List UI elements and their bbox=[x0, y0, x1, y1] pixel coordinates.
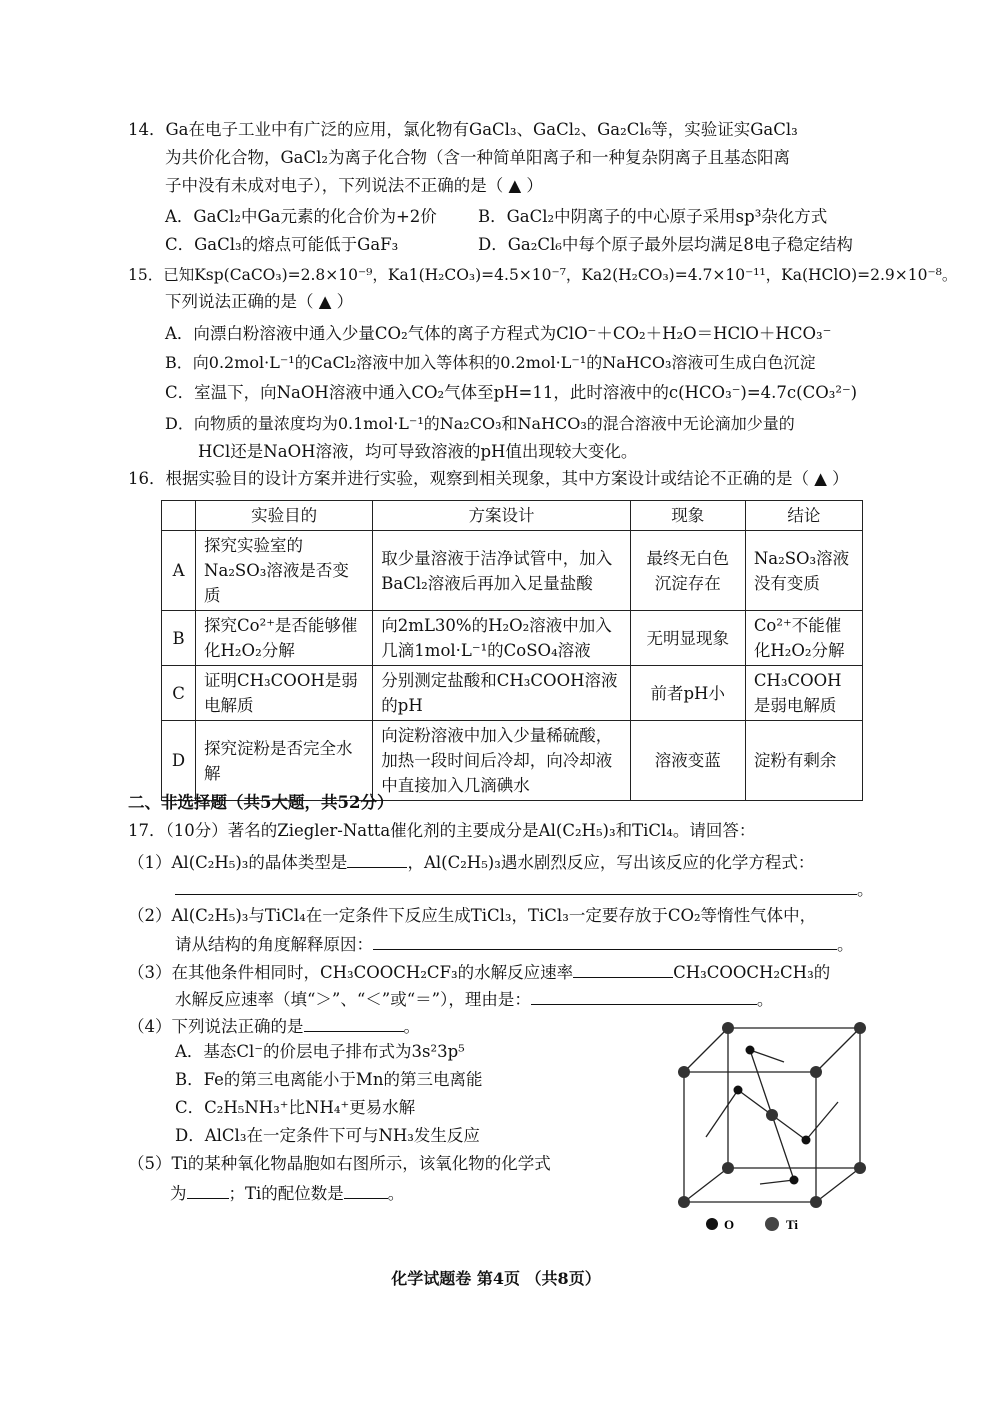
table-header-conclusion: 结论 bbox=[745, 501, 862, 531]
period: 。 bbox=[857, 880, 874, 899]
q17-part4-option-b: B．Fe的第三电离能小于Mn的第三电离能 bbox=[175, 1070, 483, 1089]
q17-part5-line2 bbox=[170, 1180, 404, 1206]
row-id: D bbox=[162, 721, 196, 801]
answer-blank-rationale[interactable] bbox=[531, 986, 757, 1005]
q14-option-d: D．Ga₂Cl₆中每个原子最外层均满足8电子稳定结构 bbox=[478, 235, 853, 254]
table-header-blank bbox=[162, 501, 196, 531]
page-footer: 化学试题卷 第4页 （共8页） bbox=[391, 1269, 601, 1288]
row-id: A bbox=[162, 531, 196, 611]
crystal-cell-diagram bbox=[664, 1022, 874, 1238]
q17-part2-text: 请从结构的角度解释原因： bbox=[175, 935, 373, 954]
q17-part4-option-d: D．AlCl₃在一定条件下可与NH₃发生反应 bbox=[175, 1126, 480, 1145]
answer-blank-choice[interactable] bbox=[304, 1013, 404, 1032]
q16-stem: 16．根据实验目的设计方案并进行实验，观察到相关现象，其中方案设计或结论不正确的是（ ▲ ） bbox=[128, 469, 849, 488]
table-header-phenomenon: 现象 bbox=[630, 501, 745, 531]
q14-option-b: B．GaCl₂中阴离子的中心原子采用sp³杂化方式 bbox=[478, 207, 828, 226]
period: 。 bbox=[387, 1184, 405, 1203]
q15-option-d-line2: HCl还是NaOH溶液，均可导致溶液的pH值出现较大变化。 bbox=[198, 442, 638, 461]
period: 。 bbox=[403, 1017, 420, 1036]
q17-part1-text-a: （1）Al(C₂H₅)₃的晶体类型是 bbox=[128, 853, 348, 872]
answer-blank-coordination[interactable] bbox=[344, 1180, 388, 1199]
table-row bbox=[162, 721, 863, 801]
answer-blank-compare[interactable] bbox=[573, 959, 673, 978]
q17-part3-text-b: CH₃COOCH₂CH₃的 bbox=[673, 963, 831, 982]
q17-part4-option-a: A．基态Cl⁻的价层电子排布式为3s²3p⁵ bbox=[175, 1042, 465, 1061]
q17-part1-text-b: ，Al(C₂H₅)₃遇水剧烈反应，写出该反应的化学方程式： bbox=[407, 853, 815, 872]
row-plan: 分别测定盐酸和CH₃COOH溶液的pH bbox=[373, 666, 630, 721]
row-plan: 取少量溶液于洁净试管中，加入BaCl₂溶液后再加入足量盐酸 bbox=[373, 531, 630, 611]
row-phenomenon: 无明显现象 bbox=[630, 611, 745, 666]
section-heading: 二、非选择题（共5大题，共52分） bbox=[128, 793, 394, 812]
row-aim: 证明CH₃COOH是弱电解质 bbox=[196, 666, 373, 721]
answer-blank-formula[interactable] bbox=[187, 1180, 229, 1199]
q15-option-d-line1: D．向物质的量浓度均为0.1mol·L⁻¹的Na₂CO₃和NaHCO₃的混合溶液中无论滴加少量的 bbox=[165, 414, 795, 433]
q17-part3-text-a: （3）在其他条件相同时，CH₃COOCH₂CF₃的水解反应速率 bbox=[128, 963, 574, 982]
period: 。 bbox=[756, 990, 774, 1009]
q17-part1-line1 bbox=[128, 849, 814, 875]
q17-part3-line2 bbox=[175, 986, 773, 1012]
q17-part4-line bbox=[128, 1013, 420, 1039]
row-conclusion: Na₂SO₃溶液没有变质 bbox=[745, 531, 862, 611]
q14-stem-line3: 子中没有未成对电子），下列说法不正确的是（ ▲ ） bbox=[165, 176, 543, 195]
q17-stem: 17．（10分）著名的Ziegler-Natta催化剂的主要成分是Al(C₂H₅)₃和TiCl₄。请回答： bbox=[128, 821, 756, 840]
legend-o-label: O bbox=[724, 1217, 735, 1232]
q14-stem-line2: 为共价化合物，GaCl₂为离子化合物（含一种简单阳离子和一种复杂阴离子且基态阳离 bbox=[165, 148, 791, 167]
answer-blank-reason[interactable] bbox=[373, 931, 837, 950]
row-id: C bbox=[162, 666, 196, 721]
q15-option-b: B．向0.2mol·L⁻¹的CaCl₂溶液中加入等体积的0.2mol·L⁻¹的NaHCO₃溶液可生成白色沉淀 bbox=[165, 353, 816, 372]
q17-part4-text: （4）下列说法正确的是 bbox=[128, 1017, 304, 1036]
q17-part3-text-c: 水解反应速率（填“＞”、“＜”或“＝”），理由是： bbox=[175, 990, 531, 1009]
row-phenomenon: 溶液变蓝 bbox=[630, 721, 745, 801]
q17-part5-text-b: ；Ti的配位数是 bbox=[228, 1184, 344, 1203]
q17-part4-option-c: C．C₂H₅NH₃⁺比NH₄⁺更易水解 bbox=[175, 1098, 416, 1117]
table-header-aim: 实验目的 bbox=[196, 501, 373, 531]
table-row bbox=[162, 531, 863, 611]
row-aim: 探究Co²⁺是否能够催化H₂O₂分解 bbox=[196, 611, 373, 666]
row-id: B bbox=[162, 611, 196, 666]
row-phenomenon: 前者pH小 bbox=[630, 666, 745, 721]
q17-part2-line1: （2）Al(C₂H₅)₃与TiCl₄在一定条件下反应生成TiCl₃，TiCl₃一定要存放于CO₂等惰性气体中， bbox=[128, 906, 817, 925]
row-plan: 向2mL30%的H₂O₂溶液中加入几滴1mol·L⁻¹的CoSO₄溶液 bbox=[373, 611, 630, 666]
row-conclusion: CH₃COOH是弱电解质 bbox=[745, 666, 862, 721]
answer-blank-crystal-type[interactable] bbox=[347, 849, 407, 868]
q17-part3-line1 bbox=[128, 959, 830, 985]
q17-part2-line2 bbox=[175, 931, 854, 957]
q17-part1-line2 bbox=[175, 876, 874, 902]
row-aim: 探究淀粉是否完全水解 bbox=[196, 721, 373, 801]
table-header-row bbox=[162, 501, 863, 531]
row-phenomenon: 最终无白色沉淀存在 bbox=[630, 531, 745, 611]
table-row bbox=[162, 611, 863, 666]
q14-option-a: A．GaCl₂中Ga元素的化合价为+2价 bbox=[165, 207, 437, 226]
answer-blank-equation[interactable] bbox=[175, 876, 857, 895]
q15-option-c: C．室温下，向NaOH溶液中通入CO₂气体至pH=11，此时溶液中的c(HCO₃⁻)=4.7c(CO₃²⁻) bbox=[165, 383, 858, 402]
legend-ti-label: Ti bbox=[786, 1217, 799, 1232]
q17-part5-line1: （5）Ti的某种氧化物晶胞如右图所示，该氧化物的化学式 bbox=[128, 1154, 551, 1173]
row-conclusion: 淀粉有剩余 bbox=[745, 721, 862, 801]
q14-stem-line1: 14．Ga在电子工业中有广泛的应用，氯化物有GaCl₃、GaCl₂、Ga₂Cl₆等，实验证实GaCl₃ bbox=[128, 120, 798, 139]
q15-stem-line1: 15．已知Ksp(CaCO₃)=2.8×10⁻⁹，Ka1(H₂CO₃)=4.5×10⁻⁷，Ka2(H₂CO₃)=4.7×10⁻¹¹，Ka(HClO)=2.9×10⁻⁸。 bbox=[128, 266, 958, 284]
table-row bbox=[162, 666, 863, 721]
experiment-table bbox=[161, 500, 863, 801]
table-header-plan: 方案设计 bbox=[373, 501, 630, 531]
q15-option-a: A．向漂白粉溶液中通入少量CO₂气体的离子方程式为ClO⁻＋CO₂＋H₂O＝HClO＋HCO₃⁻ bbox=[165, 324, 832, 343]
legend bbox=[706, 1217, 798, 1232]
row-aim: 探究实验室的Na₂SO₃溶液是否变质 bbox=[196, 531, 373, 611]
q15-stem-line2: 下列说法正确的是（ ▲ ） bbox=[165, 292, 354, 311]
row-conclusion: Co²⁺不能催化H₂O₂分解 bbox=[745, 611, 862, 666]
row-plan: 向淀粉溶液中加入少量稀硫酸，加热一段时间后冷却，向冷却液中直接加入几滴碘水 bbox=[373, 721, 630, 801]
q17-part5-text-a: 为 bbox=[170, 1184, 187, 1203]
q14-option-c: C．GaCl₃的熔点可能低于GaF₃ bbox=[165, 235, 399, 254]
period: 。 bbox=[837, 935, 854, 954]
